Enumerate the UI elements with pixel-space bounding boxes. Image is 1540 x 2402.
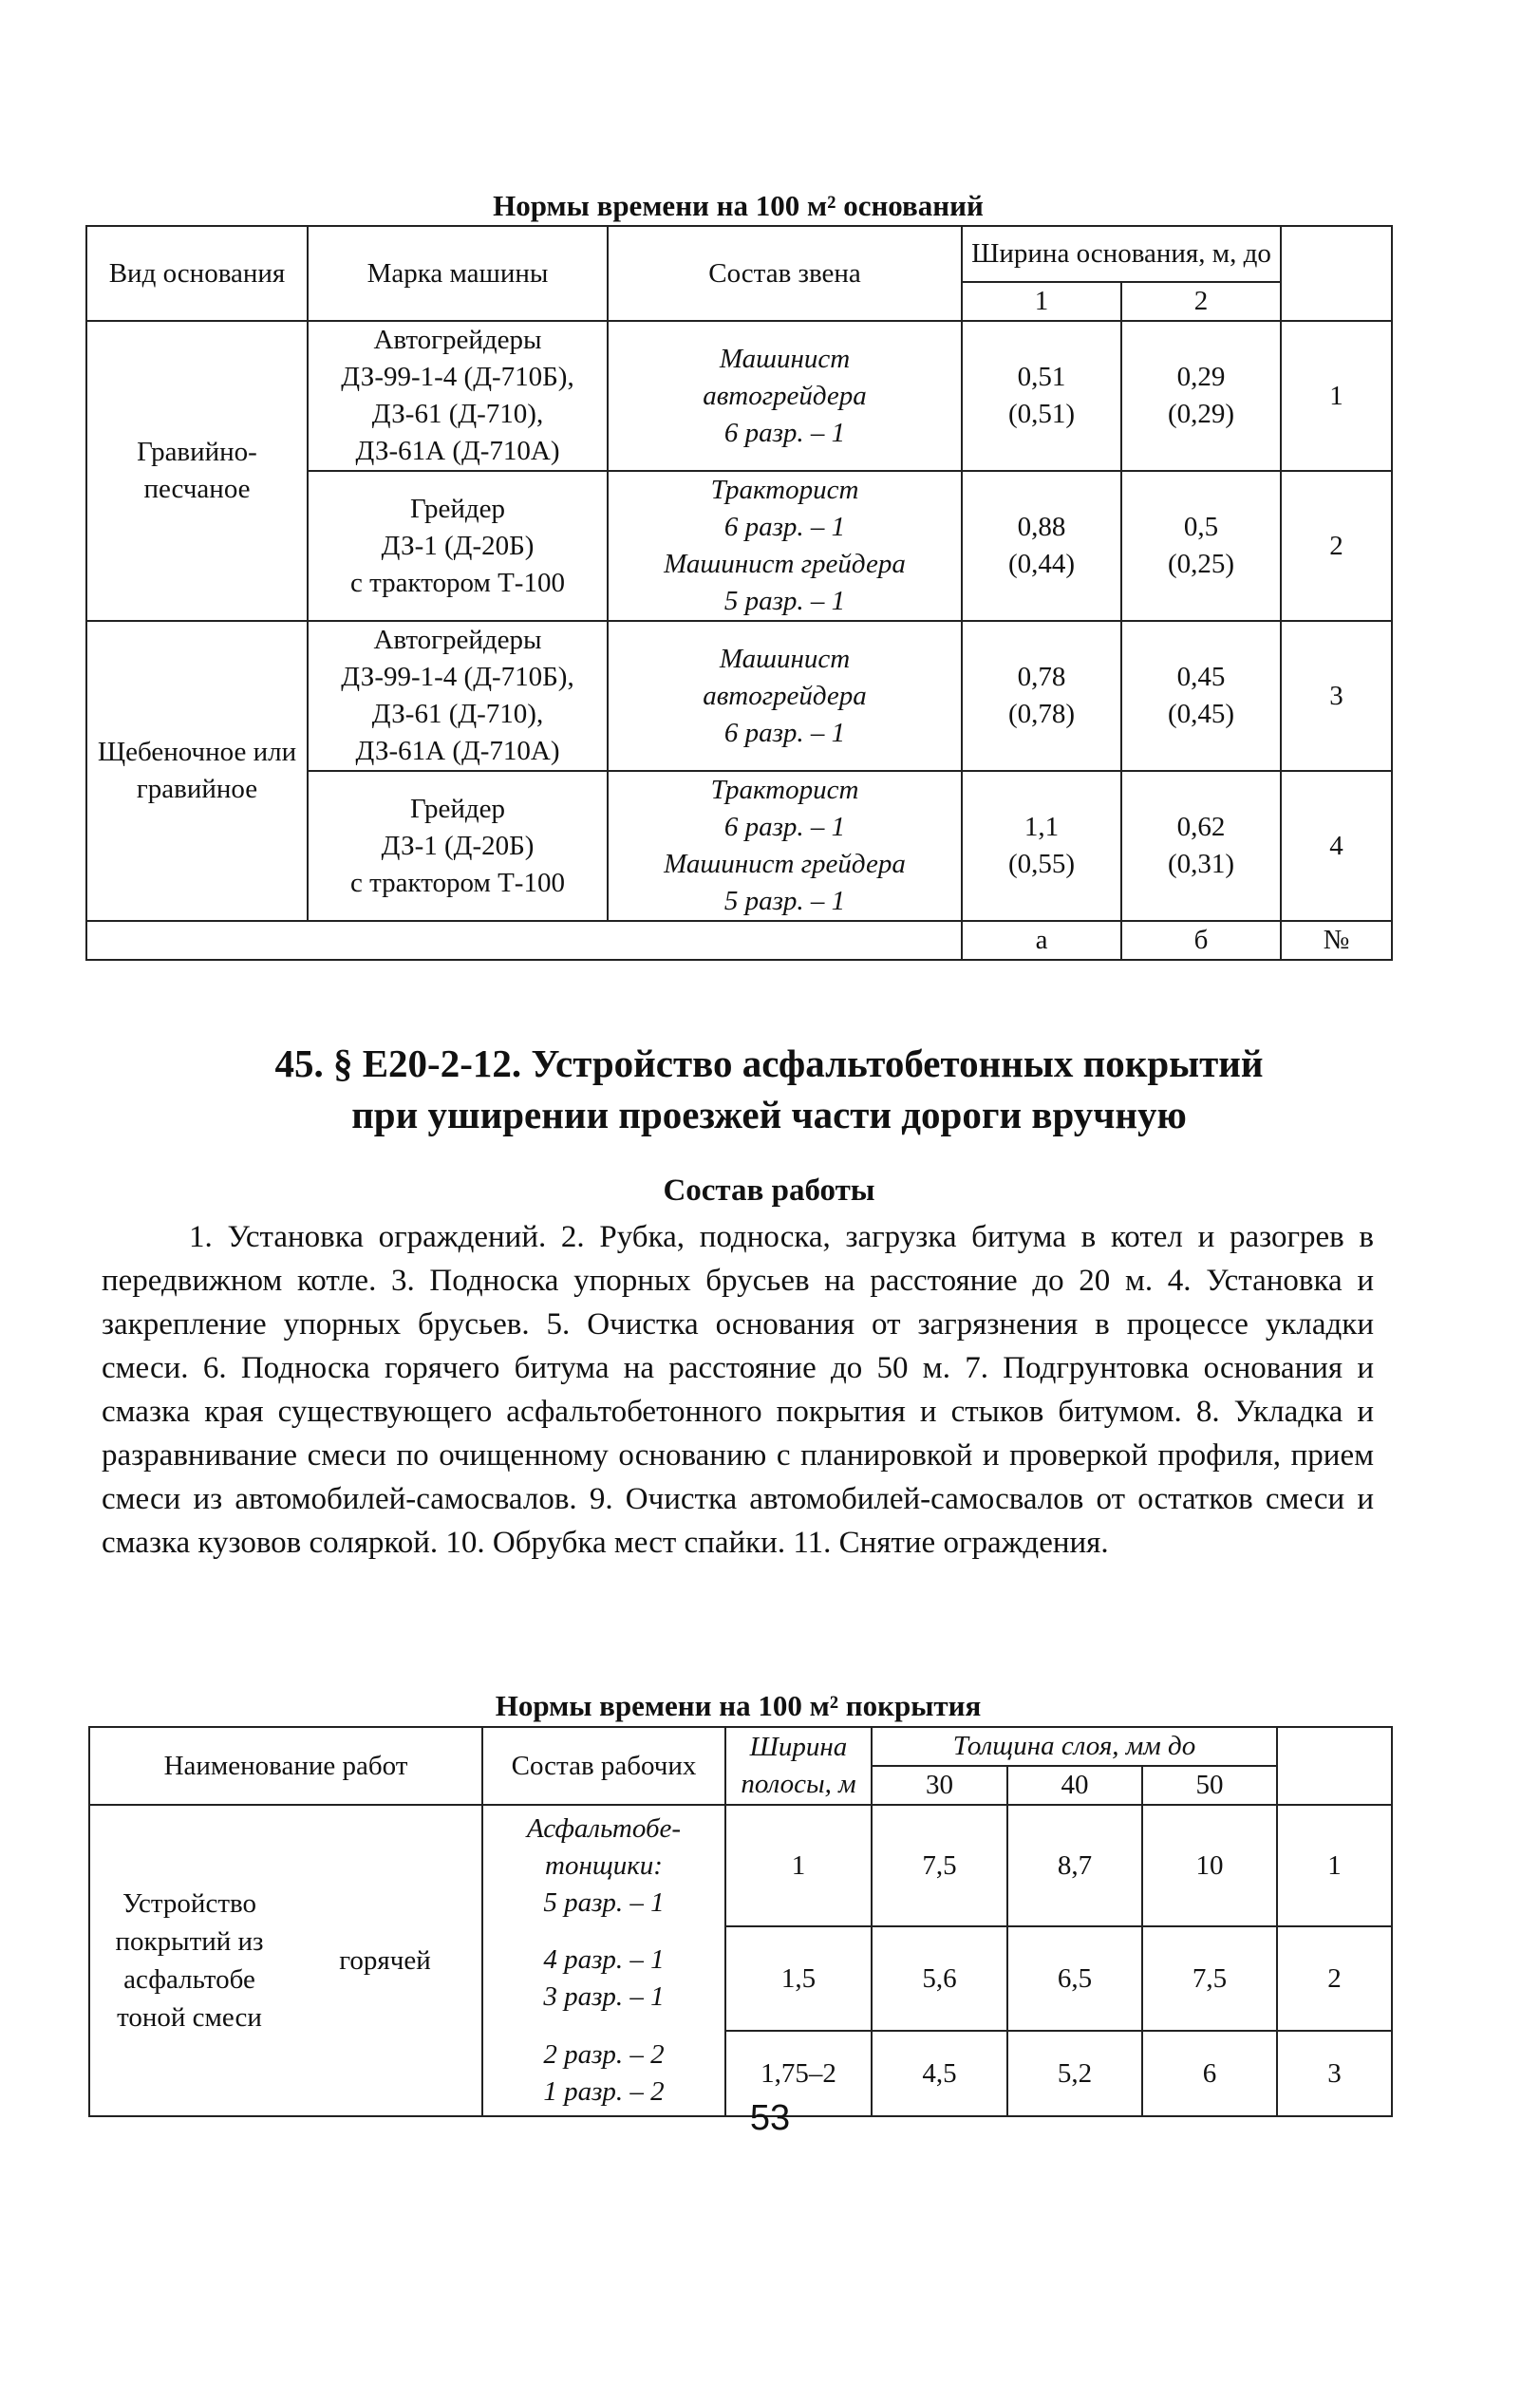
header-empty (1281, 226, 1392, 321)
row-number: 1 (1281, 321, 1392, 471)
footer-b: б (1121, 921, 1281, 960)
value-cell: 0,51 (0,51) (962, 321, 1121, 471)
width-cell: 1,5 (725, 1926, 872, 2031)
table1-title: Нормы времени на 100 м² оснований (493, 189, 984, 222)
crew-cell: Асфальтобе- тонщики: 5 разр. – 1 (482, 1805, 725, 1926)
value-cell: 0,78 (0,78) (962, 621, 1121, 771)
page-number: 53 (749, 2098, 791, 2138)
value-cell: 7,5 (872, 1805, 1007, 1926)
crew-cell: Машинист автогрейдера 6 разр. – 1 (608, 321, 962, 471)
value-cell: 4,5 (872, 2031, 1007, 2116)
base-type-gravel-sand: Гравийно-песчаное (86, 321, 308, 621)
work-name: Устройство покрытий из асфальтобе тоной смеси (89, 1805, 289, 2116)
header-sostav: Состав звена (608, 226, 962, 321)
table1-time-norms-bases (85, 225, 1393, 961)
value-cell: 0,29 (0,29) (1121, 321, 1281, 471)
crew-cell: Тракторист 6 разр. – 1 Машинист грейдера 5 разр. – 1 (608, 471, 962, 621)
machine-cell: Грейдер ДЗ-1 (Д-20Б) с трактором Т-100 (308, 771, 608, 921)
value-cell: 5,6 (872, 1926, 1007, 2031)
machine-cell: Автогрейдеры ДЗ-99-1-4 (Д-710Б), ДЗ-61 (Д-710), ДЗ-61А (Д-710А) (308, 321, 608, 471)
value-cell: 1,1 (0,55) (962, 771, 1121, 921)
value-cell: 0,45 (0,45) (1121, 621, 1281, 771)
row-number: 4 (1281, 771, 1392, 921)
header-marka: Марка машины (308, 226, 608, 321)
header-tolshina: Толщина слоя, мм до (872, 1727, 1277, 1766)
value-cell: 0,5 (0,25) (1121, 471, 1281, 621)
header-t30: 30 (872, 1766, 1007, 1805)
section-heading-line1: 45. § Е20-2-12. Устройство асфальтобетонных покрытий (274, 1041, 1264, 1085)
row-number: 2 (1277, 1926, 1392, 2031)
base-type-crushed-stone: Щебеночное или гравийное (86, 621, 308, 921)
work-composition-text: 1. Установка ограждений. 2. Рубка, подноска, загрузка битума в котел и разогрев в передвижном котле. 3. Подноска упорных брусьев на расстояние до 20 м. 4. Установка и закрепление упорных брусьев. 5. Очистка основания от загрязнения в процессе укладки смеси. 6. Подноска горячего битума на расстояние до 50 м. 7. Подгрунтовка основания и смазка края существующего асфальтобетонного покрытия и стыков битумом. 8. Укладка и разравнивание смеси по очищенному основанию с планировкой и проверкой профиля, прием смеси из автомобилей-самосвалов. 9. Очистка автомобилей-самосвалов от остатков смеси и смазка кузовов соляркой. 10. Обрубка мест спайки. 11. Снятие ограждения. (102, 1220, 1374, 1560)
crew-cell: Машинист автогрейдера 6 разр. – 1 (608, 621, 962, 771)
header-sostav: Состав рабочих (482, 1727, 725, 1805)
crew-cell: 2 разр. – 2 1 разр. – 2 (482, 2031, 725, 2116)
value-cell: 6 (1142, 2031, 1277, 2116)
header-empty (1277, 1727, 1392, 1805)
header-t50: 50 (1142, 1766, 1277, 1805)
row-number: 3 (1281, 621, 1392, 771)
crew-cell: 4 разр. – 1 3 разр. – 1 (482, 1926, 725, 2031)
value-cell: 7,5 (1142, 1926, 1277, 2031)
header-vid: Вид основания (86, 226, 308, 321)
machine-cell: Автогрейдеры ДЗ-99-1-4 (Д-710Б), ДЗ-61 (Д-710), ДЗ-61А (Д-710А) (308, 621, 608, 771)
crew-cell: Тракторист 6 разр. – 1 Машинист грейдера 5 разр. – 1 (608, 771, 962, 921)
value-cell: 0,62 (0,31) (1121, 771, 1281, 921)
section-heading-line2: при уширении проезжей части дороги вручную (351, 1093, 1187, 1136)
row-number: 2 (1281, 471, 1392, 621)
header-col1: 1 (962, 282, 1121, 321)
mix-type: горячей (289, 1805, 482, 2116)
value-cell: 10 (1142, 1805, 1277, 1926)
footer-no: № (1281, 921, 1392, 960)
width-cell: 1,75–2 (725, 2031, 872, 2116)
table2-time-norms-coating (88, 1726, 1393, 2117)
table2-title: Нормы времени на 100 м² покрытия (495, 1689, 982, 1722)
value-cell: 8,7 (1007, 1805, 1142, 1926)
footer-empty (86, 921, 962, 960)
width-cell: 1 (725, 1805, 872, 1926)
header-t40: 40 (1007, 1766, 1142, 1805)
value-cell: 6,5 (1007, 1926, 1142, 2031)
value-cell: 0,88 (0,44) (962, 471, 1121, 621)
header-shirina: Ширина полосы, м (725, 1727, 872, 1805)
row-number: 1 (1277, 1805, 1392, 1926)
header-col2: 2 (1121, 282, 1281, 321)
footer-a: а (962, 921, 1121, 960)
work-composition-heading: Состав работы (663, 1173, 875, 1208)
machine-cell: Грейдер ДЗ-1 (Д-20Б) с трактором Т-100 (308, 471, 608, 621)
header-naim: Наименование работ (89, 1727, 482, 1805)
row-number: 3 (1277, 2031, 1392, 2116)
value-cell: 5,2 (1007, 2031, 1142, 2116)
header-shirina: Ширина основания, м, до (962, 226, 1281, 282)
